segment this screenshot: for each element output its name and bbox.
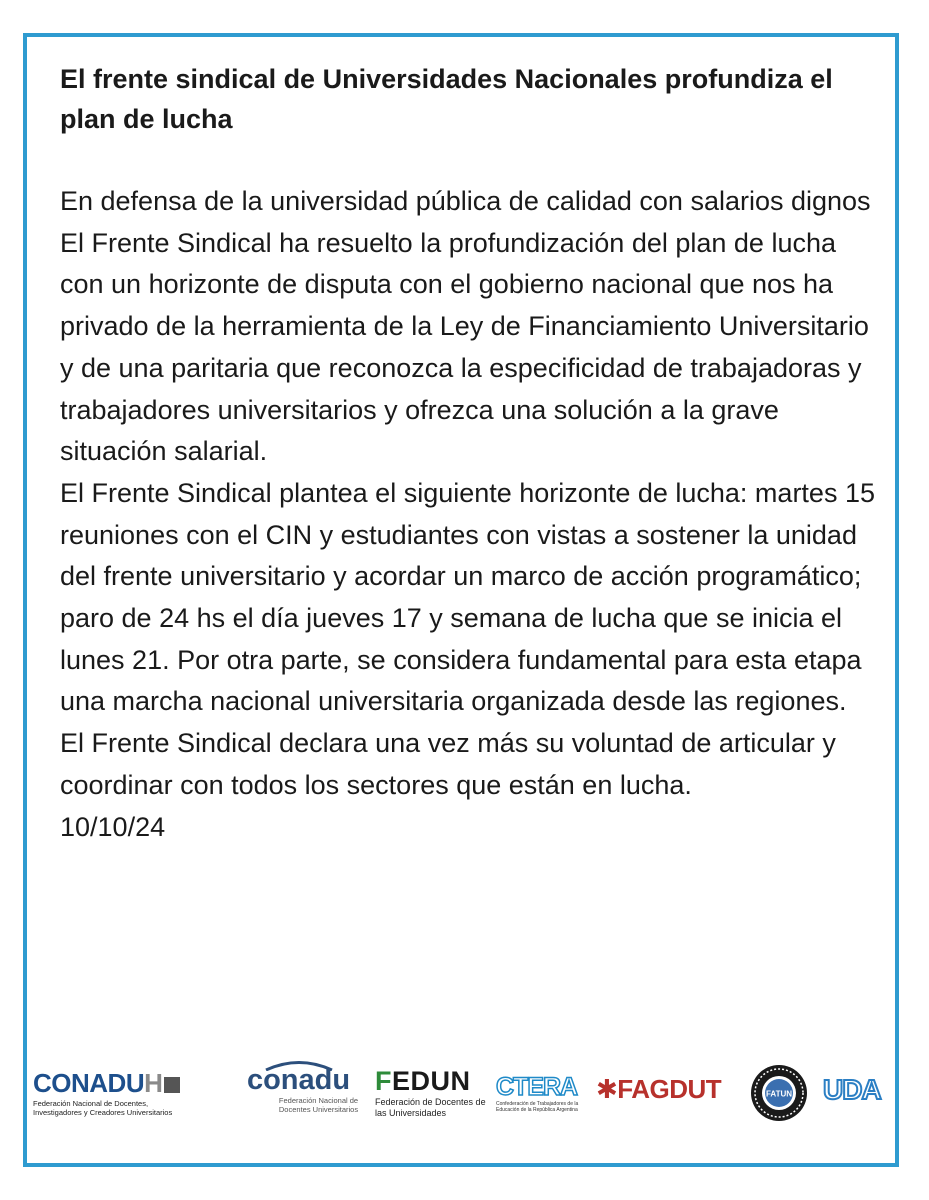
fedun-logo <box>375 1067 491 1119</box>
uda-logo <box>823 1075 893 1105</box>
ctera-logo-subtitle: Confederación de Trabajadores de la Educación de la República Argentina <box>496 1101 579 1113</box>
fagdut-logo-name: ✱FAGDUT <box>596 1074 722 1104</box>
union-logos-row <box>33 1059 889 1139</box>
paragraph-plan: El Frente Sindical plantea el siguiente horizonte de lucha: martes 15 reuniones con el CIN y estudiantes con vistas a sostener la unidad del frente universitario y acordar un marco de acción programático; paro de 24 hs el día jueves 17 y semana de lucha que se inicia el lunes 21. Por otra parte, se considera fundamental para esta etapa una marcha nacional universitaria organizada desde las regiones. <box>60 477 875 717</box>
ctera-logo-name: CTERA <box>496 1073 578 1101</box>
document-date: 10/10/24 <box>60 811 166 842</box>
fatun-seal-logo <box>749 1063 809 1123</box>
ctera-logo <box>496 1074 588 1113</box>
conaduh-square-icon <box>164 1077 180 1093</box>
fedun-logo-f: F <box>375 1066 392 1096</box>
conaduh-logo-h: H <box>144 1068 163 1098</box>
fatun-logo-name: FATUN <box>765 1089 793 1099</box>
conadu-logo-name: conadu <box>246 1064 351 1096</box>
paragraph-resolution: El Frente Sindical ha resuelto la profundización del plan de lucha con un horizonte de disputa con el gobierno nacional que nos ha privado de la herramienta de la Ley de Financiamiento Universitario y de una paritaria que reconozca la especificidad de trabajadoras y trabajadores universitarios y ofrezca una solución a la grave situación salarial. <box>60 227 869 467</box>
paragraph-declaration: El Frente Sindical declara una vez más su voluntad de articular y coordinar con todos los sectores que están en lucha. <box>60 728 836 800</box>
conadu-logo <box>231 1059 366 1114</box>
document-title: El frente sindical de Universidades Nacionales profundiza el plan de lucha <box>60 64 833 134</box>
conaduh-logo-name: CONADU <box>33 1068 145 1098</box>
conadu-logo-subtitle: Federación Nacional de Docentes Universitarios <box>278 1096 359 1114</box>
fagdut-logo <box>596 1075 746 1103</box>
uda-logo-name: UDA <box>823 1074 881 1105</box>
fedun-logo-name: EDUN <box>392 1066 471 1096</box>
fedun-logo-subtitle: Federación de Docentes de las Universidades <box>375 1097 486 1118</box>
document-frame <box>23 33 899 1167</box>
conaduh-logo <box>33 1069 223 1117</box>
paragraph-subtitle: En defensa de la universidad pública de calidad con salarios dignos <box>60 186 871 216</box>
document-body <box>60 181 880 848</box>
fatun-seal-icon <box>749 1063 809 1123</box>
conaduh-logo-subtitle: Federación Nacional de Docentes, Investigadores y Creadores Universitarios <box>33 1099 173 1117</box>
